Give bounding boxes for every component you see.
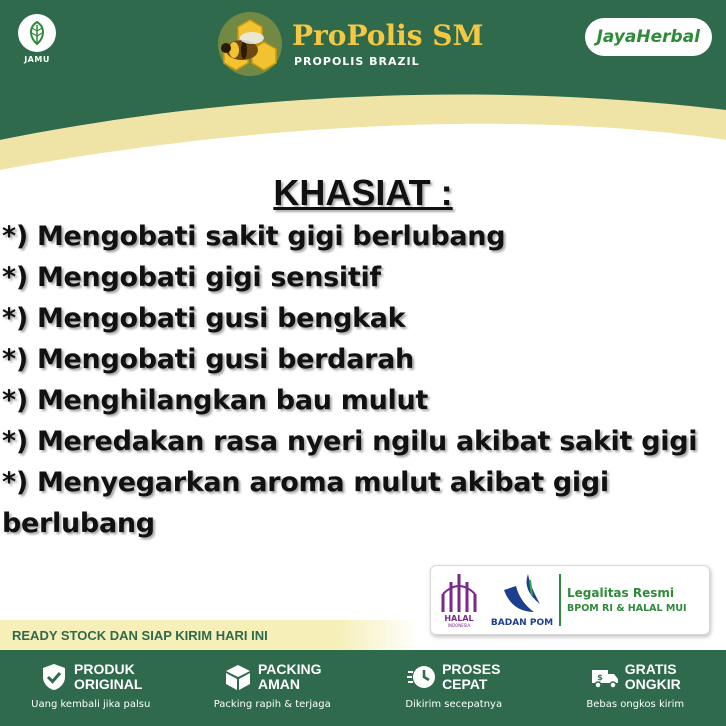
benefit-item: berlubang xyxy=(2,508,155,539)
halal-logo xyxy=(431,567,487,633)
feature-title: ORIGINAL xyxy=(74,676,143,692)
feature-title: PRODUK xyxy=(74,661,135,677)
jaya-herbal-text: JayaHerbal xyxy=(596,27,700,47)
benefits-title xyxy=(0,172,726,214)
feature-description: Uang kembali jika palsu xyxy=(31,699,151,710)
benefits-title-text: KHASIAT : xyxy=(273,172,453,213)
benefit-item: *) Menghilangkan bau mulut xyxy=(2,385,428,416)
bpom-label: BADAN POM xyxy=(490,618,554,628)
jamu-label: JAMU xyxy=(24,55,50,64)
bpom-icon xyxy=(500,572,544,616)
ready-stock-banner xyxy=(0,620,420,650)
features-footer xyxy=(0,650,726,726)
feature-description: Bebas ongkos kirim xyxy=(586,699,685,710)
feature-description: Dikirim secepatnya xyxy=(405,699,503,710)
svg-text:$: $ xyxy=(596,673,603,682)
legal-title: Legalitas Resmi xyxy=(567,586,674,600)
benefit-item: *) Mengobati gusi bengkak xyxy=(2,303,406,334)
shield-check-icon xyxy=(39,662,69,692)
benefit-item: *) Mengobati gusi berdarah xyxy=(2,344,414,375)
fast-clock-icon xyxy=(407,662,437,692)
benefit-item: *) Menyegarkan aroma mulut akibat gigi xyxy=(2,467,609,498)
feature-original xyxy=(0,650,182,726)
brand-subtitle: PROPOLIS BRAZIL xyxy=(294,54,420,68)
feature-title: ONGKIR xyxy=(624,676,681,692)
feature-title: PACKING xyxy=(257,661,322,677)
halal-sub: INDONESIA xyxy=(447,623,471,628)
feature-fast xyxy=(363,650,545,726)
brand-name: ProPolis SM xyxy=(292,18,484,52)
jamu-badge xyxy=(16,14,58,66)
leaf-icon xyxy=(18,14,56,52)
halal-label: HALAL xyxy=(444,614,474,623)
halal-icon xyxy=(439,572,479,614)
delivery-truck-icon xyxy=(590,662,620,692)
legal-divider xyxy=(559,574,561,626)
jaya-herbal-logo xyxy=(585,18,712,56)
feature-title: PROSES xyxy=(442,661,501,677)
benefits-list xyxy=(2,216,722,544)
legality-card xyxy=(430,565,710,635)
honeycomb-bee-icon xyxy=(212,6,288,82)
legal-subtitle: BPOM RI & HALAL MUI xyxy=(567,603,687,614)
benefit-item: *) Meredakan rasa nyeri ngilu akibat sakit gigi xyxy=(2,426,698,457)
feature-title: GRATIS xyxy=(624,661,677,677)
box-icon xyxy=(223,662,253,692)
feature-title: AMAN xyxy=(257,676,300,692)
bpom-logo xyxy=(487,567,557,633)
ready-stock-text: READY STOCK DAN SIAP KIRIM HARI INI xyxy=(12,627,268,643)
benefit-item: *) Mengobati sakit gigi berlubang xyxy=(2,221,506,252)
brand-logo xyxy=(212,6,483,82)
feature-description: Packing rapih & terjaga xyxy=(213,699,331,710)
feature-title: CEPAT xyxy=(442,676,488,692)
benefit-item: *) Mengobati gigi sensitif xyxy=(2,262,381,293)
feature-packing xyxy=(182,650,364,726)
feature-free-shipping xyxy=(545,650,726,726)
